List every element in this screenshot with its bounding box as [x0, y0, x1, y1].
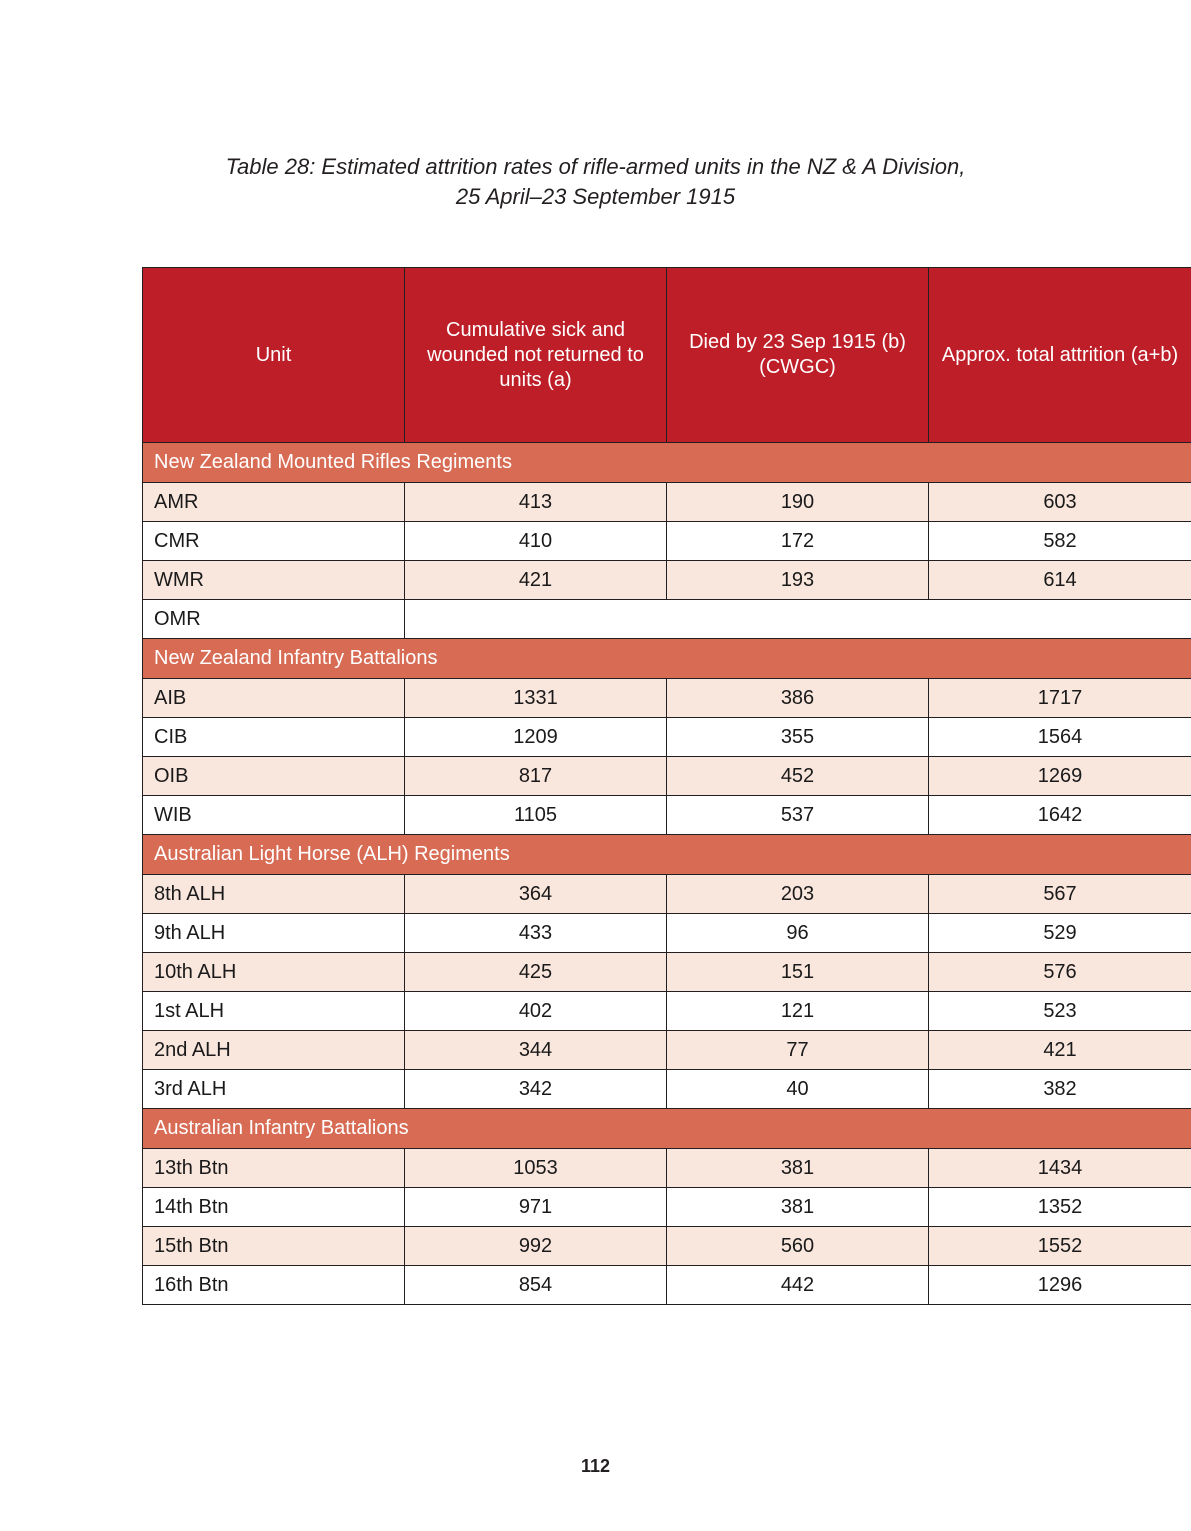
sick-wounded-cell: 433 [405, 914, 667, 953]
header-died: Died by 23 Sep 1915 (b) (CWGC) [667, 268, 929, 443]
total-attrition-cell: 614 [929, 561, 1191, 600]
died-cell: 560 [667, 1227, 929, 1266]
unit-cell: 2nd ALH [143, 1031, 405, 1070]
sick-wounded-cell: 344 [405, 1031, 667, 1070]
unit-cell: WIB [143, 796, 405, 835]
total-attrition-cell: 382 [929, 1070, 1191, 1109]
section-title: Australian Infantry Battalions [143, 1109, 1191, 1149]
died-cell: 40 [667, 1070, 929, 1109]
died-cell: 355 [667, 718, 929, 757]
sick-wounded-cell: 402 [405, 992, 667, 1031]
table-row [143, 796, 1191, 835]
total-attrition-cell: 523 [929, 992, 1191, 1031]
attrition-table [142, 267, 1191, 1305]
died-cell: 121 [667, 992, 929, 1031]
section-header-row [143, 835, 1191, 875]
table-row [143, 1266, 1191, 1305]
table-row [143, 914, 1191, 953]
total-attrition-cell: 1296 [929, 1266, 1191, 1305]
died-cell: 172 [667, 522, 929, 561]
total-attrition-cell: 1352 [929, 1188, 1191, 1227]
unit-cell: 14th Btn [143, 1188, 405, 1227]
died-cell: 77 [667, 1031, 929, 1070]
died-cell: 193 [667, 561, 929, 600]
section-header-row [143, 1109, 1191, 1149]
table-row [143, 718, 1191, 757]
died-cell: 381 [667, 1149, 929, 1188]
table-row [143, 561, 1191, 600]
total-attrition-cell: 1717 [929, 679, 1191, 718]
unit-cell: 15th Btn [143, 1227, 405, 1266]
table-row [143, 679, 1191, 718]
total-attrition-cell: 1642 [929, 796, 1191, 835]
unit-cell: 1st ALH [143, 992, 405, 1031]
table-row [143, 600, 1191, 639]
unit-cell: OMR [143, 600, 405, 639]
sick-wounded-cell: 817 [405, 757, 667, 796]
table-row [143, 1227, 1191, 1266]
total-attrition-cell: 576 [929, 953, 1191, 992]
died-cell: 203 [667, 875, 929, 914]
died-cell: 386 [667, 679, 929, 718]
sick-wounded-cell: 854 [405, 1266, 667, 1305]
total-attrition-cell: 529 [929, 914, 1191, 953]
died-cell: 151 [667, 953, 929, 992]
table-row [143, 953, 1191, 992]
unit-cell: OIB [143, 757, 405, 796]
sick-wounded-cell: 364 [405, 875, 667, 914]
section-header-row [143, 639, 1191, 679]
unit-cell: WMR [143, 561, 405, 600]
sick-wounded-cell: 1331 [405, 679, 667, 718]
table-row [143, 1031, 1191, 1070]
table-body [143, 443, 1191, 1305]
total-attrition-cell: 421 [929, 1031, 1191, 1070]
sick-wounded-cell: 1209 [405, 718, 667, 757]
header-unit: Unit [143, 268, 405, 443]
died-cell: 442 [667, 1266, 929, 1305]
section-title: Australian Light Horse (ALH) Regiments [143, 835, 1191, 875]
unit-cell: CIB [143, 718, 405, 757]
total-attrition-cell: 582 [929, 522, 1191, 561]
sick-wounded-cell: 971 [405, 1188, 667, 1227]
table-row [143, 875, 1191, 914]
total-attrition-cell: 1434 [929, 1149, 1191, 1188]
unit-cell: 9th ALH [143, 914, 405, 953]
table-caption [0, 152, 1191, 212]
header-sick-wounded: Cumulative sick and wounded not returned to units (a) [405, 268, 667, 443]
caption-line-1: Table 28: Estimated attrition rates of rifle-armed units in the NZ & A Division, [225, 154, 966, 179]
unit-cell: AMR [143, 483, 405, 522]
total-attrition-cell: 603 [929, 483, 1191, 522]
table-row [143, 522, 1191, 561]
sick-wounded-cell: 1053 [405, 1149, 667, 1188]
section-title: New Zealand Mounted Rifles Regiments [143, 443, 1191, 483]
total-attrition-cell: 1564 [929, 718, 1191, 757]
unit-cell: 16th Btn [143, 1266, 405, 1305]
died-cell: 381 [667, 1188, 929, 1227]
died-cell: 96 [667, 914, 929, 953]
sick-wounded-cell: 992 [405, 1227, 667, 1266]
table-row [143, 1188, 1191, 1227]
sick-wounded-cell: 413 [405, 483, 667, 522]
table-row [143, 757, 1191, 796]
section-header-row [143, 443, 1191, 483]
page-number: 112 [580, 1456, 611, 1476]
empty-cell [405, 600, 1191, 639]
table-row [143, 483, 1191, 522]
unit-cell: 8th ALH [143, 875, 405, 914]
table-row [143, 1149, 1191, 1188]
died-cell: 190 [667, 483, 929, 522]
section-title: New Zealand Infantry Battalions [143, 639, 1191, 679]
caption-line-2: 25 April–23 September 1915 [455, 184, 736, 209]
unit-cell: 3rd ALH [143, 1070, 405, 1109]
unit-cell: AIB [143, 679, 405, 718]
sick-wounded-cell: 1105 [405, 796, 667, 835]
unit-cell: CMR [143, 522, 405, 561]
sick-wounded-cell: 342 [405, 1070, 667, 1109]
table-row [143, 1070, 1191, 1109]
total-attrition-cell: 567 [929, 875, 1191, 914]
unit-cell: 10th ALH [143, 953, 405, 992]
died-cell: 537 [667, 796, 929, 835]
sick-wounded-cell: 425 [405, 953, 667, 992]
total-attrition-cell: 1552 [929, 1227, 1191, 1266]
sick-wounded-cell: 421 [405, 561, 667, 600]
header-total-attrition: Approx. total attrition (a+b) [929, 268, 1191, 443]
table-header-row [143, 268, 1191, 443]
sick-wounded-cell: 410 [405, 522, 667, 561]
died-cell: 452 [667, 757, 929, 796]
unit-cell: 13th Btn [143, 1149, 405, 1188]
table-row [143, 992, 1191, 1031]
total-attrition-cell: 1269 [929, 757, 1191, 796]
